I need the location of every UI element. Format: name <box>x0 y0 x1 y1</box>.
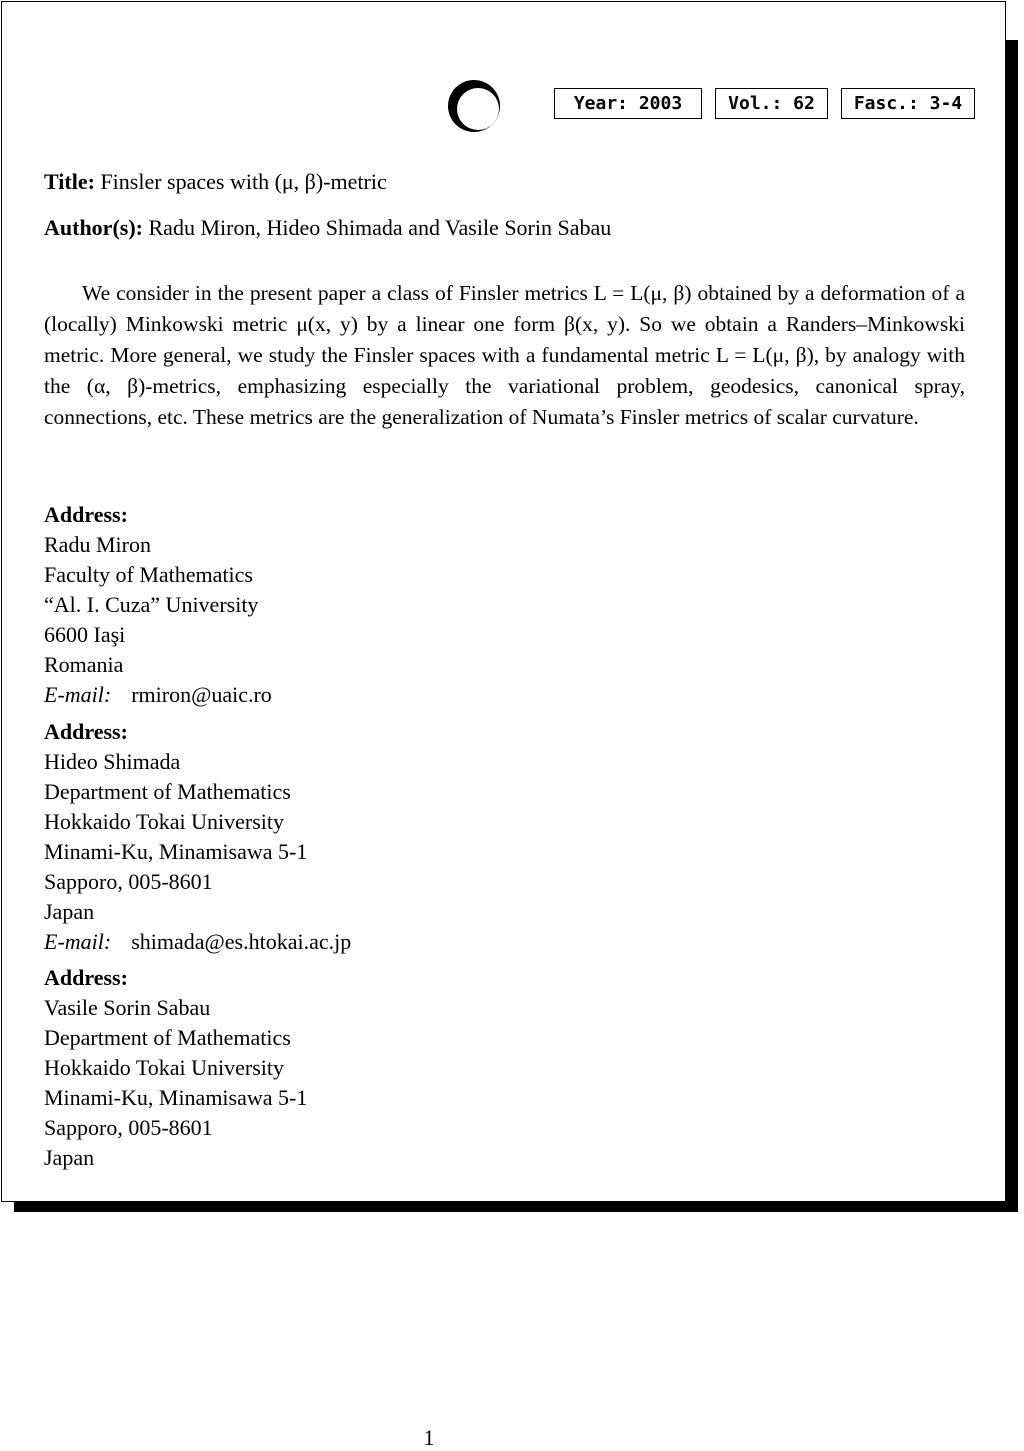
authors-label: Author(s): <box>44 215 143 240</box>
author-line <box>44 215 611 241</box>
email-label: E-mail: <box>44 682 112 707</box>
fascicle-badge: Fasc.: 3-4 <box>841 88 975 119</box>
address-line: Minami-Ku, Minamisawa 5-1 <box>44 1085 308 1110</box>
address-line: Japan <box>44 1145 95 1170</box>
address-line: Hideo Shimada <box>44 749 181 774</box>
address-block-2 <box>44 717 351 957</box>
address-line: Faculty of Mathematics <box>44 562 253 587</box>
title-label: Title: <box>44 169 95 194</box>
address-heading: Address: <box>44 965 128 990</box>
address-line: Japan <box>44 899 95 924</box>
address-line: Romania <box>44 652 124 677</box>
address-line: Vasile Sorin Sabau <box>44 995 211 1020</box>
address-line: Hokkaido Tokai University <box>44 809 285 834</box>
address-line: 6600 Iaşi <box>44 622 126 647</box>
address-line: Department of Mathematics <box>44 1025 291 1050</box>
address-line: Sapporo, 005-8601 <box>44 869 213 894</box>
address-line: Sapporo, 005-8601 <box>44 1115 213 1140</box>
address-line: Department of Mathematics <box>44 779 291 804</box>
volume-badge: Vol.: 62 <box>715 88 828 119</box>
address-block-1 <box>44 500 272 710</box>
abstract-paragraph: We consider in the present paper a class of Finsler metrics L = L(μ, β) obtained by a deformation of a (locally) Minkowski metric μ(x, y) by a linear one form β(x, y). So we obtain a Randers–Minkowski metric. More general, we study the Finsler spaces with a fundamental metric L = L(μ, β), by analogy with the (α, β)-metrics, emphasizing especially the variational problem, geodesics, canonical spray, connections, etc. These metrics are the generalization of Numata’s Finsler metrics of scalar curvature. <box>44 281 965 429</box>
address-line: Hokkaido Tokai University <box>44 1055 285 1080</box>
address-line: Minami-Ku, Minamisawa 5-1 <box>44 839 308 864</box>
address-block-3 <box>44 963 307 1173</box>
year-badge: Year: 2003 <box>554 88 702 119</box>
title-text: Finsler spaces with (μ, β)-metric <box>100 169 387 194</box>
email-address[interactable]: shimada@es.htokai.ac.jp <box>131 929 352 954</box>
email-label: E-mail: <box>44 929 112 954</box>
email-row <box>44 680 272 710</box>
address-heading: Address: <box>44 502 128 527</box>
title-line <box>44 169 387 195</box>
address-heading: Address: <box>44 719 128 744</box>
address-line: Radu Miron <box>44 532 151 557</box>
address-line: “Al. I. Cuza” University <box>44 592 259 617</box>
email-address[interactable]: rmiron@uaic.ro <box>131 682 272 707</box>
authors-text: Radu Miron, Hideo Shimada and Vasile Sorin Sabau <box>148 215 612 240</box>
page-number: 1 <box>423 1425 435 1450</box>
journal-logo-icon <box>446 78 502 134</box>
email-row <box>44 927 351 957</box>
